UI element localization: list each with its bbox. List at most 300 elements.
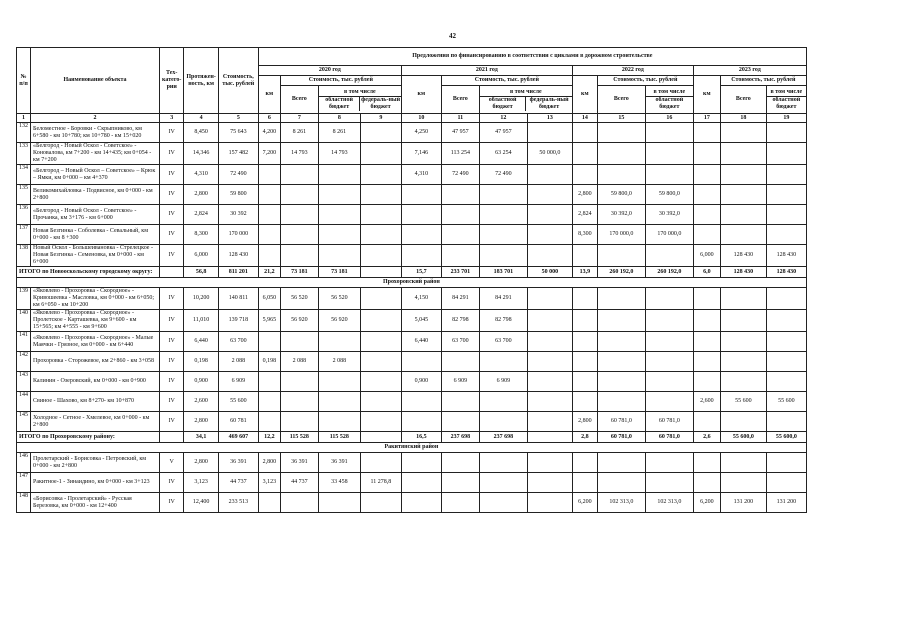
table-cell: 6 909 [218,372,258,392]
header-including [318,86,401,114]
table-cell [645,165,693,185]
object-name: «Яковлево - Прохоровка - Скородное» - Пролетское - Карташевка, км 9+600 - км 15+565; км 4+555 - км 9+600 [31,310,160,332]
table-cell [572,123,597,143]
table-row [17,332,807,352]
table-cell: 8 261 [318,123,360,143]
table-cell: 36 391 [280,453,318,473]
column-number: 10 [401,114,441,123]
header-including-label: в том числе [480,89,572,97]
table-cell [572,143,597,165]
total-row [17,267,807,278]
column-number: 18 [720,114,766,123]
total-cell: 237 698 [479,432,527,443]
table-cell: 2,800 [572,412,597,432]
header-including [479,86,572,114]
table-cell [572,453,597,473]
table-cell: 72 490 [441,165,479,185]
table-cell [318,412,360,432]
table-cell: 36 391 [318,453,360,473]
table-cell [527,453,572,473]
table-cell [401,225,441,245]
table-cell: IV [160,245,184,267]
table-cell: 3,123 [258,473,280,493]
column-number: 14 [572,114,597,123]
total-cell: 233 701 [441,267,479,278]
header-total: Всего [597,86,645,114]
table-cell [527,493,572,513]
table-cell: 4,250 [401,123,441,143]
table-cell [720,453,766,473]
table-cell [693,412,720,432]
table-cell: 60 781,0 [645,412,693,432]
table-cell [360,123,401,143]
table-cell [401,392,441,412]
table-cell: 2,824 [184,205,218,225]
object-name: Ракитное-1 - Зинаидино, км 0+000 - км 3+123 [31,473,160,493]
table-cell [693,310,720,332]
header-km: км [401,76,441,114]
table-cell [572,392,597,412]
total-cell: 50 000 [527,267,572,278]
table-cell [479,352,527,372]
table-cell [318,372,360,392]
table-cell [597,143,645,165]
table-cell: 2 088 [218,352,258,372]
table-cell [720,185,766,205]
table-cell: 59 800,0 [597,185,645,205]
table-cell [318,245,360,267]
total-cell [360,267,401,278]
table-cell: 128 430 [218,245,258,267]
table-cell [720,165,766,185]
table-cell [360,493,401,513]
table-cell: 14 793 [280,143,318,165]
object-name: Великомихайловка - Подвисное, км 0+000 - км 2+800 [31,185,160,205]
table-cell [280,225,318,245]
table-cell: 2 088 [318,352,360,372]
header-including [645,86,693,114]
table-cell [720,412,766,432]
table-cell [693,473,720,493]
table-cell: 44 737 [218,473,258,493]
table-cell: 6,200 [572,493,597,513]
header-length: Протяжен-ность, км [184,48,218,114]
row-number: 138 [17,245,31,267]
table-cell: 6,000 [693,245,720,267]
table-cell [693,205,720,225]
table-cell [597,392,645,412]
table-cell: 55 600 [766,392,806,412]
table-cell: 55 600 [720,392,766,412]
total-cell: 73 181 [318,267,360,278]
header-km: км [258,76,280,114]
table-cell [527,288,572,310]
table-cell [479,225,527,245]
table-cell [720,473,766,493]
table-cell [597,123,645,143]
table-cell: 4,200 [258,123,280,143]
table-body [17,123,807,513]
table-cell: 82 798 [479,310,527,332]
table-cell [645,372,693,392]
table-cell: 6,050 [258,288,280,310]
table-cell [766,165,806,185]
table-cell: 30 392 [218,205,258,225]
object-name: Пролетарский - Борисовка - Петровский, км 0+000 - км 2+800 [31,453,160,473]
table-cell [766,352,806,372]
table-cell [720,352,766,372]
table-cell [360,352,401,372]
table-cell [401,412,441,432]
total-cell: 60 781,0 [645,432,693,443]
row-number: 142 [17,352,31,372]
table-cell [597,245,645,267]
table-row [17,352,807,372]
table-cell [479,245,527,267]
header-including-label: в том числе [767,89,806,97]
table-cell [360,372,401,392]
table-cell: 47 957 [441,123,479,143]
table-cell [720,310,766,332]
total-cell: 12,2 [258,432,280,443]
table-cell: 60 781 [218,412,258,432]
table-cell: IV [160,310,184,332]
table-cell [318,165,360,185]
table-cell: IV [160,225,184,245]
table-cell: 6,440 [184,332,218,352]
table-cell [766,225,806,245]
table-cell [597,372,645,392]
header-regional-budget: областной бюджет [319,97,361,111]
table-cell: IV [160,473,184,493]
table-cell [693,288,720,310]
table-cell: 8 261 [280,123,318,143]
header-no: № п/п [17,48,31,114]
table-cell [258,245,280,267]
table-cell [597,165,645,185]
table-cell [572,245,597,267]
table-cell: 2 088 [280,352,318,372]
table-cell [527,185,572,205]
table-cell [527,165,572,185]
total-cell: 260 192,0 [597,267,645,278]
object-name: Новая Безгинка - Соболевка - Севальный, км 0+000 - км 8 +300 [31,225,160,245]
row-number: 145 [17,412,31,432]
table-cell [360,310,401,332]
table-row [17,392,807,412]
table-cell: 170 000 [218,225,258,245]
total-cell [160,267,184,278]
table-cell: 14 793 [318,143,360,165]
table-cell [693,225,720,245]
total-cell: 16,5 [401,432,441,443]
table-cell [280,412,318,432]
table-cell: 6 909 [441,372,479,392]
table-cell [572,310,597,332]
table-cell: 4,310 [401,165,441,185]
table-cell: 6 909 [479,372,527,392]
table-cell: 72 490 [479,165,527,185]
table-cell: 33 458 [318,473,360,493]
object-name: «Яковлево - Прохоровка - Скородное» - Малые Маячки - Грязное, км 0+000 - км 6+440 [31,332,160,352]
table-cell: 4,150 [401,288,441,310]
column-number-row [17,114,807,123]
table-cell [441,493,479,513]
table-cell [479,185,527,205]
table-cell: 75 643 [218,123,258,143]
object-name: Холодное - Сетное - Хмелевое, км 0+000 - км 2+800 [31,412,160,432]
table-cell: 10,200 [184,288,218,310]
total-cell: 115 528 [318,432,360,443]
table-cell [720,123,766,143]
table-cell: 5,045 [401,310,441,332]
table-cell: 128 430 [766,245,806,267]
table-cell [527,310,572,332]
table-row [17,288,807,310]
table-cell [441,473,479,493]
table-cell [280,332,318,352]
table-cell: 59 800 [218,185,258,205]
table-cell [360,165,401,185]
table-cell: IV [160,185,184,205]
table-row [17,245,807,267]
table-cell [401,205,441,225]
table-cell: 6,200 [693,493,720,513]
total-cell: 55 600,0 [720,432,766,443]
table-cell [693,185,720,205]
row-number: 144 [17,392,31,412]
row-number: 146 [17,453,31,473]
table-cell [479,493,527,513]
total-cell: 21,2 [258,267,280,278]
header-year-2020: 2020 год [258,66,401,76]
table-cell [645,392,693,412]
table-cell: IV [160,165,184,185]
table-cell: 30 392,0 [597,205,645,225]
table-cell: 2,800 [572,185,597,205]
table-cell [441,245,479,267]
header-year-2023: 2023 год [693,66,806,76]
table-cell: 113 254 [441,143,479,165]
table-row [17,453,807,473]
table-cell: 0,198 [184,352,218,372]
header-regional-budget: областной бюджет [772,96,801,110]
table-cell [527,332,572,352]
table-cell [360,185,401,205]
table-cell: 63 700 [479,332,527,352]
header-cost-2020: Стоимость, тыс. рублей [280,76,401,86]
total-cell: 6,0 [693,267,720,278]
total-cell: 237 698 [441,432,479,443]
table-row [17,310,807,332]
table-cell [258,165,280,185]
table-cell: 11 278,8 [360,473,401,493]
table-cell [693,123,720,143]
table-cell: 72 490 [218,165,258,185]
header-year-2022: 2022 год [572,66,693,76]
row-number: 136 [17,205,31,225]
table-cell: 2,800 [258,453,280,473]
total-cell: 15,7 [401,267,441,278]
table-cell: 56 920 [280,310,318,332]
table-cell [360,205,401,225]
table-cell [645,288,693,310]
table-cell: 170 000,0 [597,225,645,245]
table-cell [572,352,597,372]
table-cell: IV [160,392,184,412]
table-cell [645,123,693,143]
row-number: 148 [17,493,31,513]
header-including [766,86,806,114]
table-cell: 6,440 [401,332,441,352]
header-name: Наименование объекта [31,48,160,114]
table-cell [401,245,441,267]
table-cell [645,245,693,267]
table-cell [258,225,280,245]
table-cell [441,205,479,225]
table-cell [401,453,441,473]
total-cell: 2,6 [693,432,720,443]
total-cell [360,432,401,443]
table-cell [597,473,645,493]
table-cell: 2,600 [693,392,720,412]
table-cell: 59 800,0 [645,185,693,205]
table-cell [258,332,280,352]
table-cell: 2,800 [184,185,218,205]
column-number: 6 [258,114,280,123]
table-cell [527,205,572,225]
table-cell [318,225,360,245]
table-cell [597,332,645,352]
table-cell: 60 781,0 [597,412,645,432]
total-cell: 128 430 [720,267,766,278]
table-cell [318,493,360,513]
object-name: «Белгород - Новый Оскол - Советское» - Коновалова, км 7+200 - км 14+435; км 0+054 - км 7+200 [31,143,160,165]
header-total: Всего [720,86,766,114]
table-row [17,185,807,205]
table-cell: IV [160,493,184,513]
table-cell: 140 811 [218,288,258,310]
section-row [17,443,807,453]
table-cell [572,288,597,310]
object-name: «Яковлево - Прохоровка - Скородное» - Кривошеевка - Масловка, км 0+000 - км 6+050; км 6+050 - км 10+200 [31,288,160,310]
row-number: 137 [17,225,31,245]
table-cell: 44 737 [280,473,318,493]
table-cell [318,332,360,352]
column-number: 13 [527,114,572,123]
table-cell [645,352,693,372]
column-number: 4 [184,114,218,123]
table-cell [360,412,401,432]
table-cell [527,412,572,432]
table-cell [766,332,806,352]
row-number: 134 [17,165,31,185]
total-cell: 128 430 [766,267,806,278]
table-cell: V [160,453,184,473]
table-cell: IV [160,372,184,392]
row-number: 133 [17,143,31,165]
table-cell: IV [160,412,184,432]
table-cell: 50 000,0 [527,143,572,165]
table-cell [693,352,720,372]
table-cell [527,372,572,392]
row-number: 147 [17,473,31,493]
table-cell: 56 520 [280,288,318,310]
header-cost: Стоимость, тыс. рублей [218,48,258,114]
table-cell [360,453,401,473]
table-cell [527,473,572,493]
table-cell [766,412,806,432]
total-cell: 2,8 [572,432,597,443]
total-cell: 34,1 [184,432,218,443]
table-cell: 2,800 [184,412,218,432]
object-name: Свиное - Шахово, км 8+270- км 10+870 [31,392,160,412]
table-cell: 139 718 [218,310,258,332]
section-title: Ракитянский район [17,443,807,453]
table-cell [401,493,441,513]
table-row [17,412,807,432]
table-cell: 63 700 [441,332,479,352]
column-number: 9 [360,114,401,123]
table-cell [572,473,597,493]
funding-table [16,47,807,513]
table-cell [280,165,318,185]
table-row [17,372,807,392]
table-cell: IV [160,352,184,372]
table-cell [258,412,280,432]
table-cell [441,185,479,205]
column-number: 5 [218,114,258,123]
table-cell [479,412,527,432]
table-cell [401,352,441,372]
table-cell: 2,824 [572,205,597,225]
table-cell [766,372,806,392]
table-cell [479,473,527,493]
table-cell: 63 254 [479,143,527,165]
table-row [17,165,807,185]
object-name: Беломестное - Боровки - Скрыпниково, км 6+580 - км 10+780; км 10+780 - км 15+020 [31,123,160,143]
table-cell [766,288,806,310]
table-cell: 84 291 [441,288,479,310]
header-cost-2023: Стоимость, тыс. рублей [720,76,806,86]
table-cell [360,143,401,165]
object-name: «Борисовка - Пролетарский» - Русская Березовка, км 0+000 - км 12+400 [31,493,160,513]
header-federal-budget: федераль-ный бюджет [361,96,401,110]
row-number: 143 [17,372,31,392]
table-cell: 82 798 [441,310,479,332]
table-cell [597,288,645,310]
table-cell: 0,900 [401,372,441,392]
table-cell [479,205,527,225]
header-federal-budget: федераль-ный бюджет [529,96,569,110]
table-cell: IV [160,288,184,310]
header-total: Всего [441,86,479,114]
total-cell: 469 607 [218,432,258,443]
object-name: «Белгород – Новый Оскол – Советское» – Крюк – Ямки, км 0+000 – км 4+370 [31,165,160,185]
table-cell [318,392,360,412]
table-row [17,123,807,143]
table-row [17,225,807,245]
table-cell [360,332,401,352]
table-cell [527,123,572,143]
total-label: ИТОГО по Прохоровскому району: [17,432,160,443]
section-row [17,278,807,288]
table-cell: 128 430 [720,245,766,267]
table-cell: IV [160,123,184,143]
table-cell [597,352,645,372]
header-regional-budget: областной бюджет [655,96,684,110]
column-number: 8 [318,114,360,123]
